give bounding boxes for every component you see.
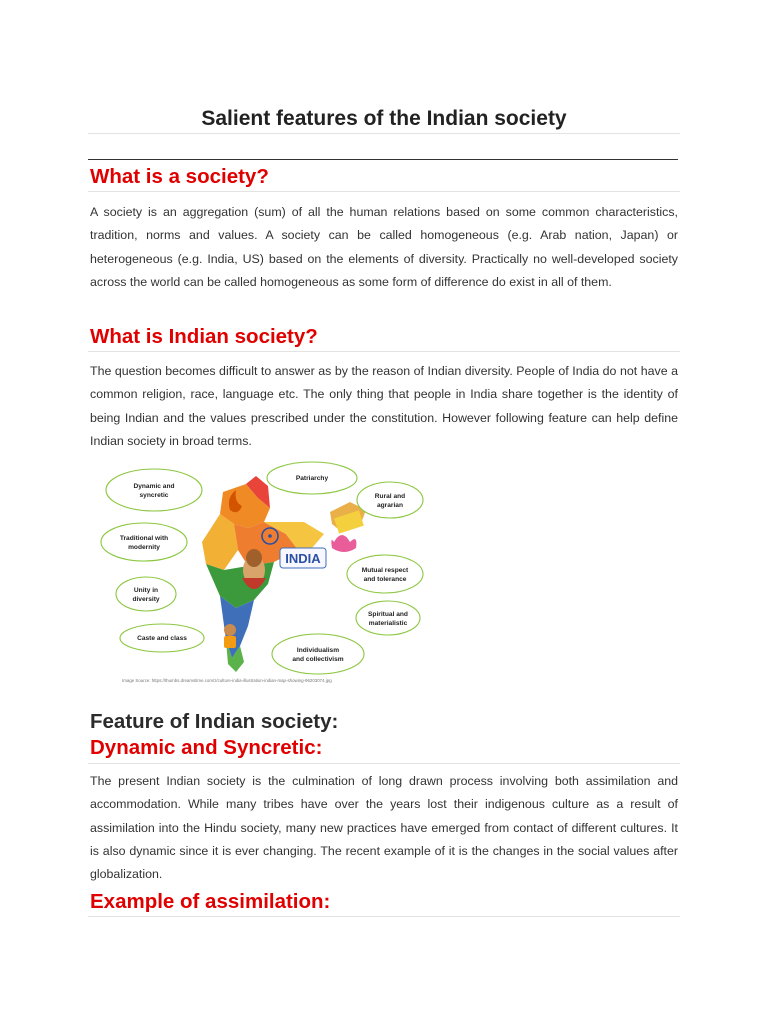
infographic-svg bbox=[98, 458, 428, 686]
paragraph-what-is-indian-society: The question becomes difficult to answer as by the reason of Indian diversity. People of India do not have a common religion, race, language etc. The only thing that people in India share together is the identity of being Indian and the values prescribed under the constitution. However following feature can help define Indian society in broad terms. bbox=[90, 364, 678, 448]
bubble-label: syncretic bbox=[139, 492, 169, 499]
page-title: Salient features of the Indian society bbox=[201, 107, 567, 130]
bubble-label: Mutual respect bbox=[361, 567, 409, 574]
bubble-rural-agrarian bbox=[357, 482, 423, 518]
paragraph-dynamic-syncretic: The present Indian society is the culmination of long drawn process involving both assimilation and accommodation. While many tribes have over the years lost their indigenous culture as a result of assimilation into the Hindu society, many new practices have emerged from contact of different cultures. It is also dynamic since it is ever changing. The recent example of it is the changes in the social values after globalization. bbox=[90, 774, 678, 882]
bubble-spiritual-materialistic bbox=[356, 601, 420, 635]
bubble-label: diversity bbox=[132, 596, 160, 603]
heading-feature-of-indian-society: Feature of Indian society: bbox=[90, 710, 339, 733]
bubble-label: Unity in bbox=[133, 587, 159, 594]
heading-dynamic-syncretic: Dynamic and Syncretic: bbox=[90, 736, 323, 759]
bubble-label: Patriarchy bbox=[295, 475, 329, 482]
heading-example-assimilation: Example of assimilation: bbox=[90, 890, 331, 913]
bubble-label: agrarian bbox=[376, 502, 404, 509]
heading-underline bbox=[88, 916, 680, 917]
bubble-label: Dynamic and bbox=[133, 483, 175, 490]
indian-society-infographic bbox=[98, 458, 428, 686]
bubble-label: and tolerance bbox=[363, 576, 407, 583]
bubble-unity-diversity bbox=[116, 577, 176, 611]
heading-what-is-society: What is a society? bbox=[90, 165, 269, 188]
bubble-mutual-respect bbox=[347, 555, 423, 593]
paragraph-what-is-society: A society is an aggregation (sum) of all the human relations based on some common characteristics, tradition, norms and values. A society can be called homogeneous (e.g. Arab nation, Japan) or heterogeneous (e.g. India, US) based on the elements of diversity. Practically no well-developed society across the world can be called homogeneous as some form of difference do exist in all of them. bbox=[90, 205, 678, 289]
title-divider bbox=[88, 133, 680, 134]
bubble-label: materialistic bbox=[368, 620, 408, 627]
section-divider bbox=[88, 159, 678, 160]
bubble-dynamic-syncretic bbox=[106, 469, 202, 511]
bubble-label: modernity bbox=[128, 544, 160, 551]
heading-what-is-indian-society: What is Indian society? bbox=[90, 325, 318, 348]
lotus-icon bbox=[331, 535, 356, 552]
heading-underline bbox=[88, 763, 680, 764]
heading-underline bbox=[88, 351, 680, 352]
bubble-label: and collectivism bbox=[292, 656, 344, 663]
bubble-label: Rural and bbox=[374, 493, 406, 500]
child-figure-icon bbox=[224, 624, 236, 636]
bubble-individualism bbox=[272, 634, 364, 674]
bubble-label: Spiritual and bbox=[368, 611, 408, 618]
bubble-label: Traditional with bbox=[119, 535, 169, 542]
india-map-label: INDIA bbox=[285, 551, 321, 566]
bubble-label: Individualism bbox=[296, 647, 340, 654]
heading-underline bbox=[88, 191, 680, 192]
bubble-traditional-modernity bbox=[101, 523, 187, 561]
image-source-caption: Image Source: https://thumbs.dreamstime.com/z/culture-india-illustration-indian-map-showing-96203074.jpg bbox=[122, 678, 332, 683]
bubble-label: Caste and class bbox=[137, 635, 187, 642]
